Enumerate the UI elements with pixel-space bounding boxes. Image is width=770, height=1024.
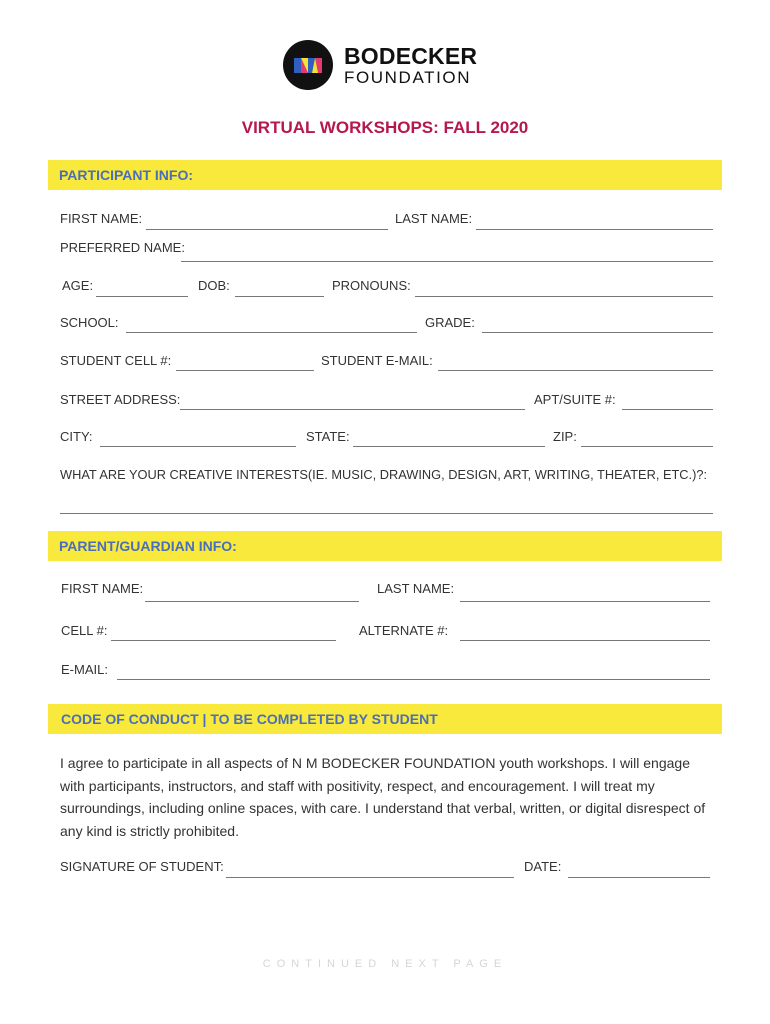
participant-first-name-label: FIRST NAME: [60, 211, 143, 226]
student-cell-field[interactable] [176, 370, 314, 371]
signature-label: SIGNATURE OF STUDENT: [60, 859, 224, 874]
city-label: CITY: [60, 429, 93, 444]
page-title: VIRTUAL WORKSHOPS: FALL 2020 [241, 118, 529, 137]
school-field[interactable] [126, 332, 417, 333]
apt-suite-label: APT/SUITE #: [534, 392, 616, 407]
conduct-section-title: CODE OF CONDUCT | TO BE COMPLETED BY STUDENT [61, 711, 438, 727]
logo-mark-icon [283, 40, 333, 90]
grade-field[interactable] [482, 332, 713, 333]
date-field[interactable] [568, 877, 710, 878]
logo-line-1: BODECKER [344, 42, 478, 69]
guardian-cell-label: CELL #: [61, 623, 108, 638]
guardian-section-header [48, 531, 722, 561]
street-address-label: STREET ADDRESS: [60, 392, 181, 407]
guardian-last-name-field[interactable] [460, 601, 710, 602]
pronouns-label: PRONOUNS: [332, 278, 411, 293]
guardian-email-label: E-MAIL: [61, 662, 108, 677]
signature-field[interactable] [226, 877, 514, 878]
student-email-label: STUDENT E-MAIL: [321, 353, 433, 368]
pronouns-field[interactable] [415, 296, 713, 297]
preferred-name-field[interactable] [181, 261, 713, 262]
state-field[interactable] [353, 446, 545, 447]
apt-suite-field[interactable] [622, 409, 713, 410]
dob-label: DOB: [198, 278, 230, 293]
logo-line-2: FOUNDATION [344, 67, 472, 87]
participant-section-header [48, 160, 722, 190]
guardian-first-name-label: FIRST NAME: [61, 581, 144, 596]
grade-label: GRADE: [425, 315, 475, 330]
zip-label: ZIP: [553, 429, 577, 444]
participant-first-name-field[interactable] [146, 229, 388, 230]
dob-field[interactable] [235, 296, 324, 297]
city-field[interactable] [100, 446, 296, 447]
guardian-email-field[interactable] [117, 679, 710, 680]
participant-last-name-field[interactable] [476, 229, 713, 230]
age-field[interactable] [96, 296, 188, 297]
foundation-logo [283, 40, 477, 90]
age-label: AGE: [62, 278, 94, 293]
zip-field[interactable] [581, 446, 713, 447]
logo-wordmark [344, 42, 478, 87]
guardian-alternate-label: ALTERNATE #: [359, 623, 449, 638]
creative-interests-label: WHAT ARE YOUR CREATIVE INTERESTS(IE. MUSIC, DRAWING, DESIGN, ART, WRITING, THEATER, ETC.)?: [60, 467, 708, 482]
guardian-last-name-label: LAST NAME: [377, 581, 455, 596]
conduct-section-header [48, 704, 722, 734]
student-email-field[interactable] [438, 370, 713, 371]
guardian-cell-field[interactable] [111, 640, 336, 641]
state-label: STATE: [306, 429, 350, 444]
creative-interests-field[interactable] [60, 513, 713, 514]
preferred-name-label: PREFERRED NAME: [60, 240, 185, 255]
continued-next-page-note: CONTINUED NEXT PAGE [262, 958, 508, 970]
guardian-alternate-field[interactable] [460, 640, 710, 641]
student-cell-label: STUDENT CELL #: [60, 353, 172, 368]
guardian-first-name-field[interactable] [145, 601, 359, 602]
participant-section-title: PARTICIPANT INFO: [59, 167, 194, 183]
participant-last-name-label: LAST NAME: [395, 211, 473, 226]
guardian-section-title: PARENT/GUARDIAN INFO: [59, 538, 237, 554]
school-label: SCHOOL: [60, 315, 119, 330]
conduct-agreement-text: I agree to participate in all aspects of N M BODECKER FOUNDATION youth workshops. I will engage with participants, instructors, and staff with positivity, respect, and encouragement. I will treat my surroundings, including online spaces, with care. I understand that verbal, written, or digital disrespect of any kind is strictly prohibited. [60, 755, 706, 839]
date-label: DATE: [524, 859, 562, 874]
street-address-field[interactable] [180, 409, 525, 410]
